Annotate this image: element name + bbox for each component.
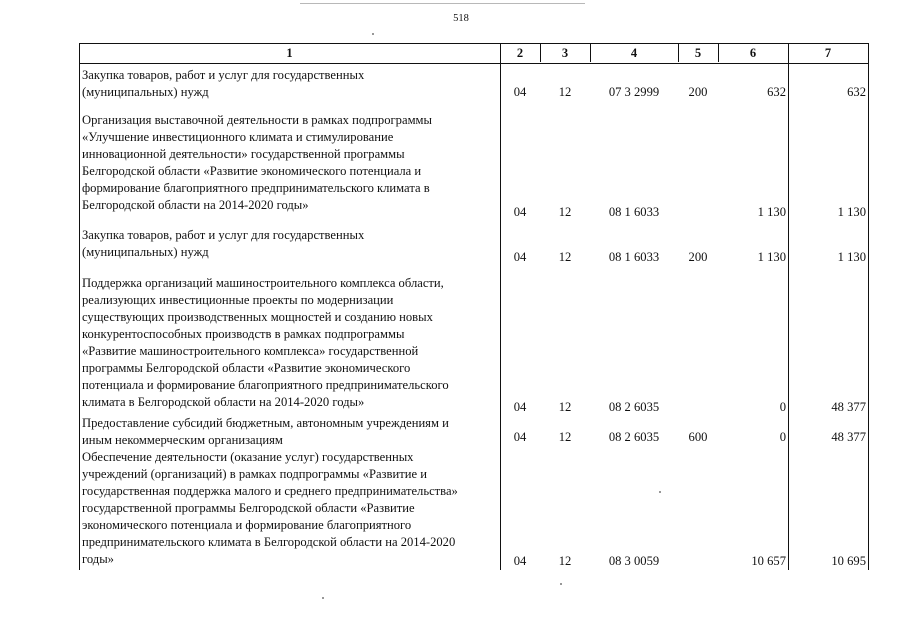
cell-target-article: 08 1 6033 [608,250,660,264]
cell-amount-6: 1 130 [757,205,786,219]
scan-speck [372,33,374,35]
cell-target-article: 07 3 2999 [608,85,660,99]
cell-section: 04 [513,205,527,219]
cell-expense-type: 200 [688,85,708,99]
cell-target-article: 08 3 0059 [608,554,660,568]
table-row [79,67,869,107]
table-row [79,275,869,415]
table-row [79,449,869,569]
page-number: 518 [453,13,469,24]
cell-subsection: 12 [558,85,572,99]
cell-amount-7: 632 [847,85,866,99]
cell-subsection: 12 [558,205,572,219]
cell-amount-7: 48 377 [831,430,866,444]
cell-target-article: 08 2 6035 [608,430,660,444]
cell-amount-7: 48 377 [831,400,866,414]
cell-subsection: 12 [558,250,572,264]
cell-amount-7: 1 130 [837,205,866,219]
cell-amount-6: 0 [779,430,786,444]
cell-amount-6: 1 130 [757,250,786,264]
cell-amount-6: 10 657 [751,554,786,568]
table-header [79,43,869,64]
header-col-4: 4 [630,46,638,60]
cell-amount-6: 632 [767,85,786,99]
row-description: Организация выставочной деятельности в рамках подпрограммы «Улучшение инвестиционного климата и стимулирование инновационной деятельности» государственной программы Белгородской области «Развитие экономического потенциала и формирование благоприятного предпринимательского климата в Белгородской области на 2014-2020 годы» [82,113,432,212]
cell-section: 04 [513,250,527,264]
scan-speck [322,597,324,599]
row-description: Предоставление субсидий бюджетным, автономным учреждениям и иным некоммерческим организациям [82,416,449,447]
cell-subsection: 12 [558,430,572,444]
table-row [79,112,869,222]
cell-amount-6: 0 [779,400,786,414]
table-row [79,415,869,449]
header-col-7: 7 [824,46,832,60]
scan-speck [560,583,562,585]
cell-expense-type: 600 [688,430,708,444]
cell-subsection: 12 [558,554,572,568]
cell-section: 04 [513,554,527,568]
row-description: Поддержка организаций машиностроительного комплекса области, реализующих инвестиционные проекты по модернизации существующих производственных мощностей и созданию новых конкурентоспособных производств в рамках подпрограммы «Развитие машиностроительного комплекса» государственной программы Белгородской области «Развитие экономического потенциала и формирование благоприятного предпринимательского климата в Белгородской области на 2014-2020 годы» [82,276,449,409]
cell-section: 04 [513,400,527,414]
cell-section: 04 [513,430,527,444]
scan-edge-line [300,3,585,4]
header-col-2: 2 [516,46,524,60]
row-description: Обеспечение деятельности (оказание услуг) государственных учреждений (организаций) в рамках подпрограммы «Развитие и государственная поддержка малого и среднего предпринимательства» государственной программы Белгородской области «Развитие экономического потенциала и формирование благоприятного предпринимательского климата в Белгородской области на 2014-2020 годы» [82,450,458,566]
cell-target-article: 08 1 6033 [608,205,660,219]
cell-section: 04 [513,85,527,99]
row-description: Закупка товаров, работ и услуг для государственных (муниципальных) нужд [82,228,365,259]
cell-expense-type: 200 [688,250,708,264]
cell-target-article: 08 2 6035 [608,400,660,414]
header-col-1: 1 [286,46,293,60]
row-description: Закупка товаров, работ и услуг для государственных (муниципальных) нужд [82,68,365,99]
header-col-3: 3 [561,46,569,60]
header-col-6: 6 [749,46,757,60]
cell-amount-7: 1 130 [837,250,866,264]
header-col-5: 5 [694,46,702,60]
table-row [79,227,869,267]
cell-amount-7: 10 695 [831,554,866,568]
cell-subsection: 12 [558,400,572,414]
